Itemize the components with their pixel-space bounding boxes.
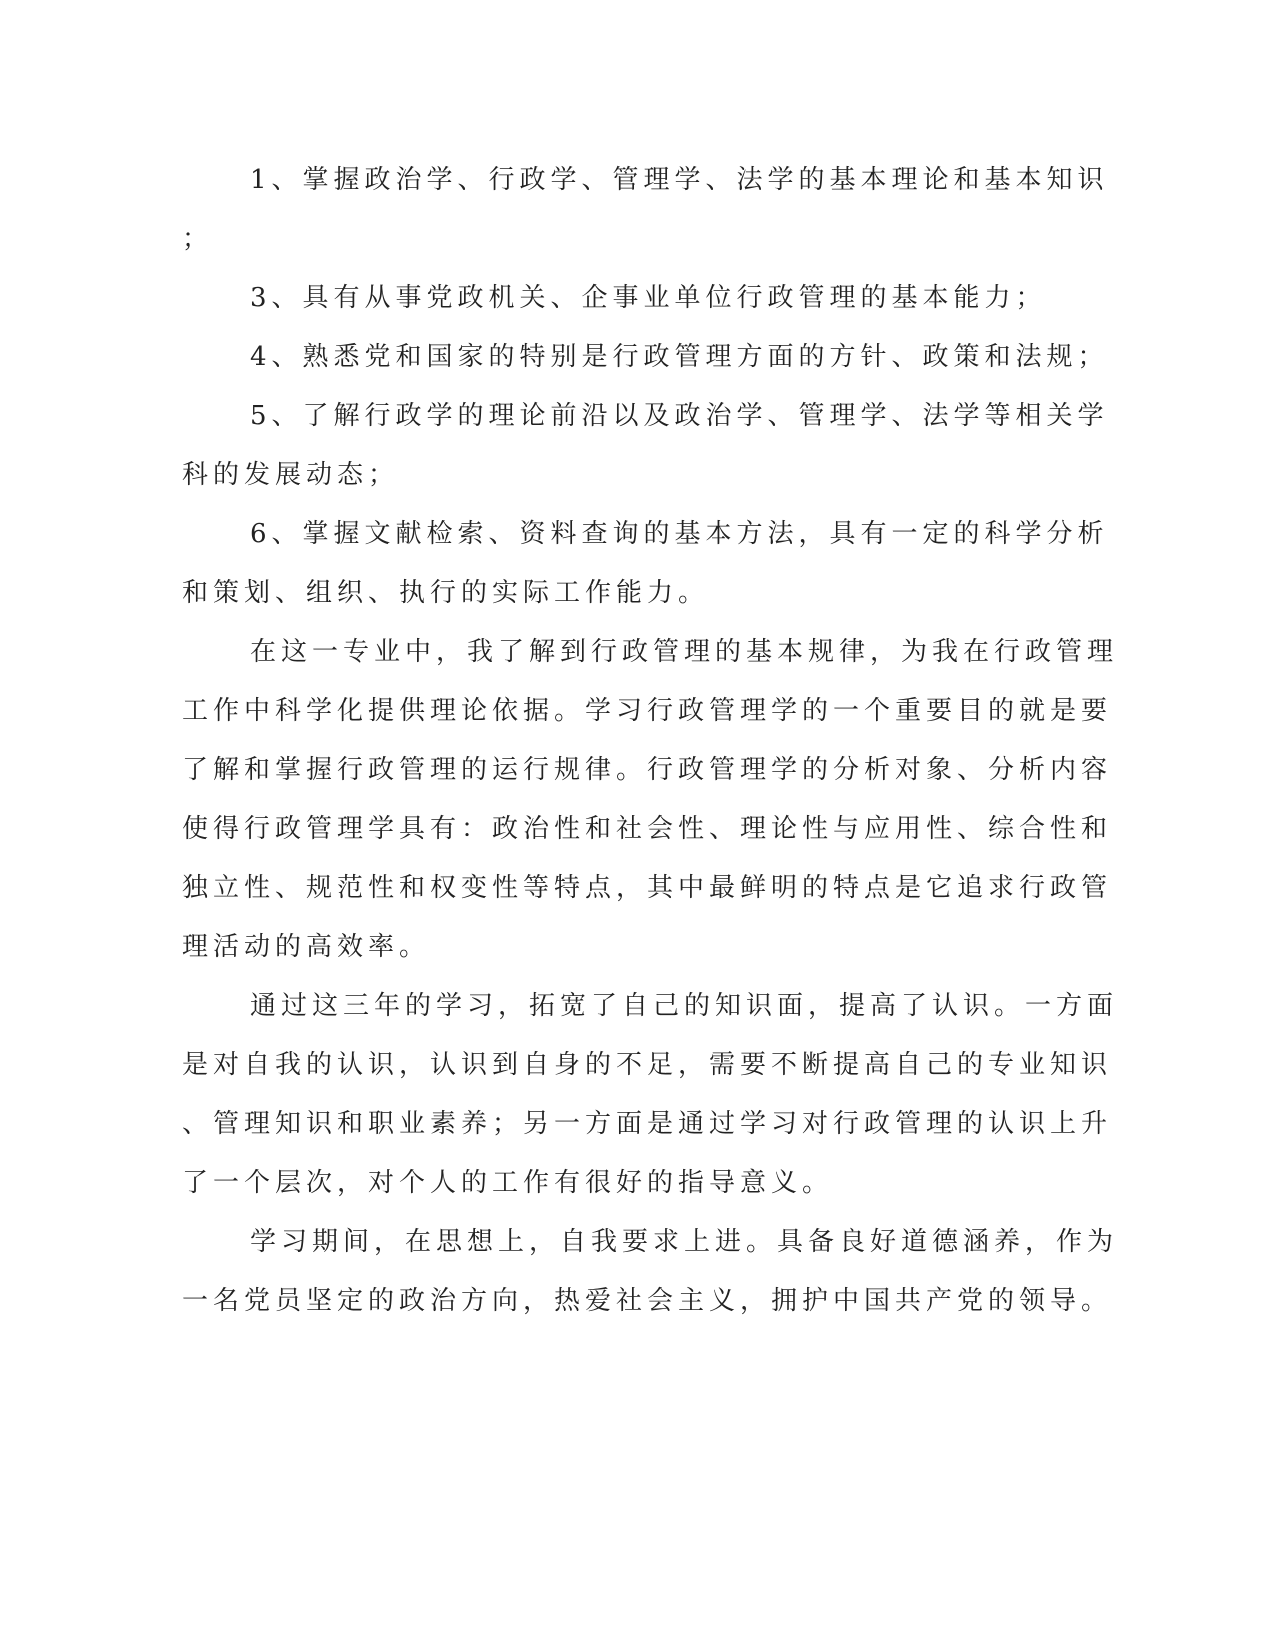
line-9: 在这一专业中，我了解到行政管理的基本规律，为我在行政管理 [250,637,1119,667]
line-1: 1、掌握政治学、行政学、管理学、法学的基本理论和基本知识 [250,165,1109,195]
line-14: 理活动的高效率。 [182,932,431,962]
line-16: 是对自我的认识，认识到自身的不足，需要不断提高自己的专业知识 [182,1050,1113,1080]
line-12: 使得行政管理学具有：政治性和社会性、理论性与应用性、综合性和 [182,814,1113,844]
line-20: 一名党员坚定的政治方向，热爱社会主义，拥护中国共产党的领导。 [182,1286,1113,1316]
line-8: 和策划、组织、执行的实际工作能力。 [182,578,710,608]
line-5: 5、了解行政学的理论前沿以及政治学、管理学、法学等相关学 [250,401,1109,431]
line-10: 工作中科学化提供理论依据。学习行政管理学的一个重要目的就是要 [182,696,1113,726]
line-4: 4、熟悉党和国家的特别是行政管理方面的方针、政策和法规； [250,342,1109,372]
line-15: 通过这三年的学习，拓宽了自己的知识面，提高了认识。一方面 [250,991,1119,1021]
line-13: 独立性、规范性和权变性等特点，其中最鲜明的特点是它追求行政管 [182,873,1113,903]
line-18: 了一个层次，对个人的工作有很好的指导意义。 [182,1168,834,1198]
line-11: 了解和掌握行政管理的运行规律。行政管理学的分析对象、分析内容 [182,755,1113,785]
line-17: 、管理知识和职业素养；另一方面是通过学习对行政管理的认识上升 [182,1109,1113,1139]
line-3: 3、具有从事党政机关、企事业单位行政管理的基本能力； [250,283,1047,313]
line-7: 6、掌握文献检索、资料查询的基本方法，具有一定的科学分析 [250,519,1109,549]
line-2: ； [182,224,214,254]
line-19: 学习期间，在思想上，自我要求上进。具备良好道德涵养，作为 [250,1227,1119,1257]
line-6: 科的发展动态； [182,460,400,490]
